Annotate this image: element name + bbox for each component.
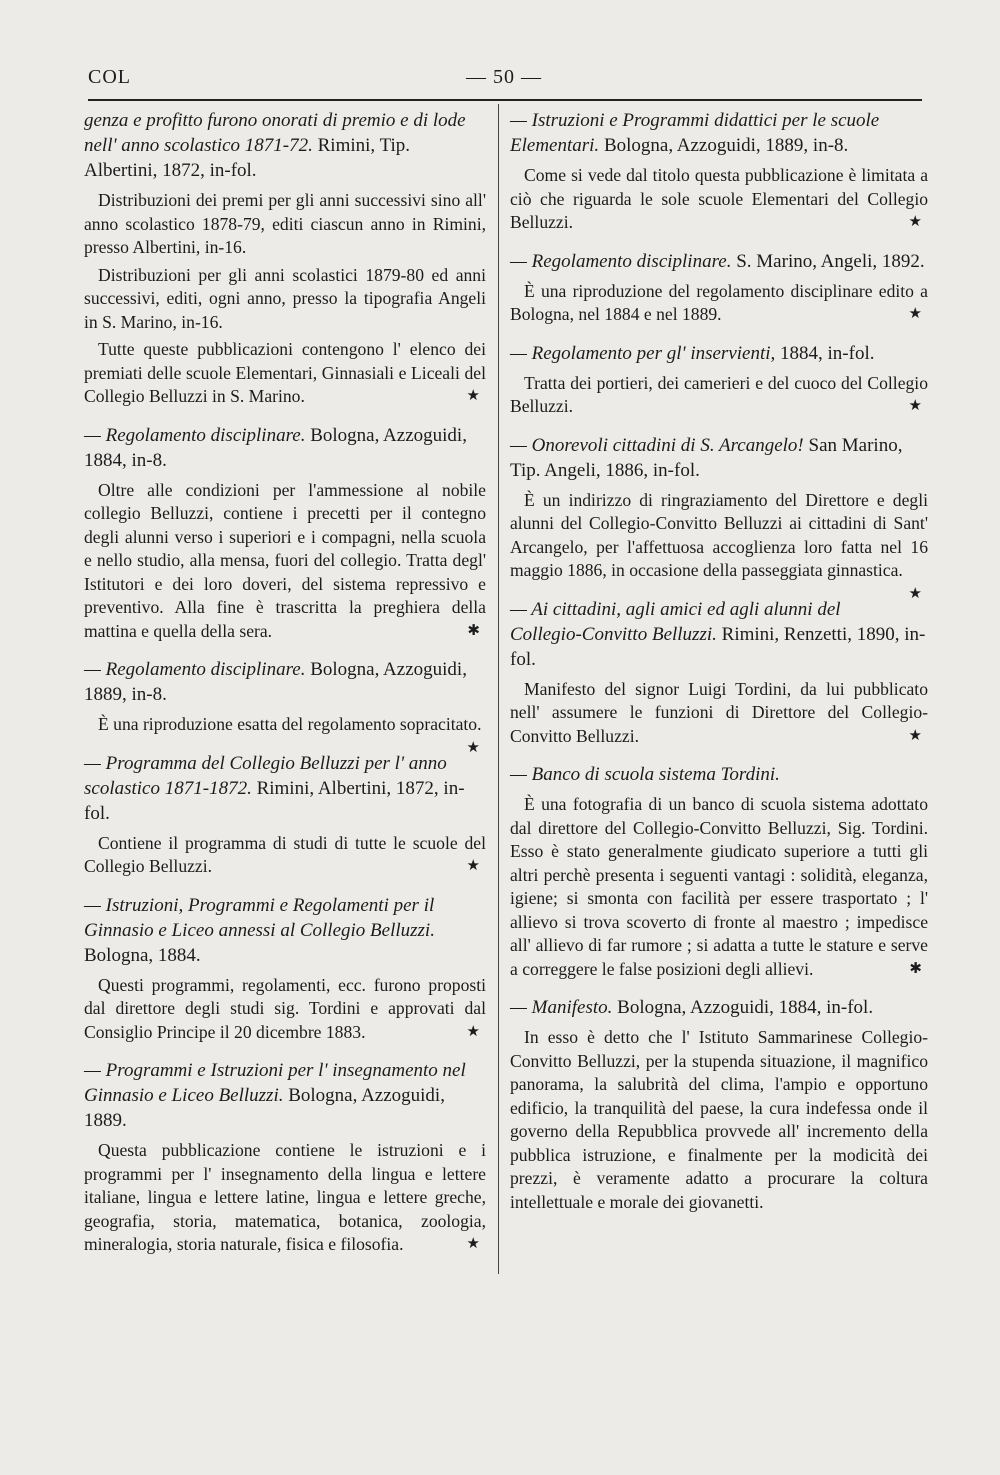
bibliography-entry <box>84 751 486 879</box>
entry-end-star-icon: ★ <box>908 306 922 322</box>
bibliography-entry <box>84 893 486 1045</box>
header-keyword: COL <box>88 66 131 88</box>
entry-title-publication: Rimini, Renzetti, 1890, in-fol. <box>510 623 926 670</box>
entry-description: Questi programmi, regolamenti, ecc. furono proposti dal direttore degli studi sig. Tordini e approvati dal Consiglio Principe il 20 dicembre 1883. ★ <box>84 974 486 1045</box>
left-column <box>84 108 486 1271</box>
entry-description: Manifesto del signor Luigi Tordini, da lui pubblicato nell' assumere le funzioni di Direttore del Collegio-Convitto Belluzzi. ★ <box>510 678 928 749</box>
entry-title-publication: Bologna, Azzoguidi, 1889, in-8. <box>599 135 849 156</box>
entry-title-publication: Rimini, Tip. Albertini, 1872, in-fol. <box>84 135 411 181</box>
entry-title <box>84 657 486 707</box>
header-rule <box>88 99 922 101</box>
entry-end-star-icon: ★ <box>466 739 480 756</box>
running-header <box>88 66 920 96</box>
entry-description: È un indirizzo di ringraziamento del Direttore e degli alunni del Collegio-Convitto Belluzzi ai cittadini di Sant' Arcangelo, per l'affettuosa accoglienza loro fatta nel 16 maggio 1886, in occasione della passeggiata ginnastica. ★ <box>510 489 928 583</box>
entry-end-star-icon: ★ <box>466 1023 480 1040</box>
entry-description: Tratta dei portieri, dei camerieri e del cuoco del Collegio Belluzzi. ★ <box>510 372 928 419</box>
entry-description: È una fotografia di un banco di scuola sistema adottato dal direttore del Collegio-Convitto Belluzzi, Sig. Tordini. Esso è stato generalmente giudicato superiore a tutti gli altri perchè presenta i seguenti vantagi : solidità, eleganza, igiene; si smonta con facilità per essere trasportato ; l' allievo si trova scoverto di fronte al maestro ; impedisce all' allievo di far rumore ; si adatta a tutte le stature e serve a correggere le false posizioni degli allievi. ✱ <box>510 793 928 981</box>
bibliography-entry <box>510 108 928 235</box>
entry-title <box>84 751 486 826</box>
entry-description: Distribuzioni per gli anni scolastici 1879-80 ed anni successivi, editi, ogni anno, presso la tipografia Angeli in S. Marino, in-16. <box>84 264 486 332</box>
entry-title-publication: S. Marino, Angeli, 1892. <box>731 250 925 272</box>
entry-title-italic: — Regolamento disciplinare. <box>84 659 306 680</box>
entry-title-publication: Bologna, Azzoguidi, 1889. <box>84 1085 445 1131</box>
entry-title-publication: 1884, in-fol. <box>775 342 875 364</box>
bibliography-entry <box>84 1058 486 1257</box>
entry-description: In esso è detto che l' Istituto Sammarinese Collegio-Convitto Belluzzi, per la stupenda situazione, il magnifico panorama, la salubrità del clima, l'ampio e opportuno edificio, la tranquilità del paese, la cura indefessa onde il governo della Repubblica provvede all' incremento della pubblica istruzione, e finalmente per la modicità dei prezzi, è veramente adatto a procurare la coltura intellettuale e morale dei giovanetti. <box>510 1027 928 1212</box>
bibliography-entry <box>84 423 486 644</box>
entry-description: È una riproduzione del regolamento disciplinare edito a Bologna, nel 1884 e nel 1889. ★ <box>510 280 928 327</box>
entry-title-publication: Rimini, Albertini, 1872, in-fol. <box>84 777 465 824</box>
entry-title <box>510 341 928 366</box>
entry-title <box>84 1058 486 1133</box>
entry-description: Tutte queste pubblicazioni contengono l' elenco dei premiati delle scuole Elementari, Ginnasiali e Liceali del Collegio Belluzzi in S. Marino. ★ <box>84 338 486 409</box>
entry-title-italic: — Istruzioni e Programmi didattici per le scuole Elementari. <box>510 110 880 156</box>
entry-title <box>84 108 486 183</box>
entry-title-italic: genza e profitto furono onorati di premio e di lode nell' anno scolastico 1871-72. <box>84 110 466 156</box>
entry-description: Come si vede dal titolo questa pubblicazione è limitata a ciò che riguarda le sole scuole Elementari del Collegio Belluzzi. ★ <box>510 164 928 235</box>
entry-title <box>510 762 928 787</box>
bibliography-entry <box>510 249 928 327</box>
entry-title-italic: — Istruzioni, Programmi e Regolamenti per il Ginnasio e Liceo annessi al Collegio Belluzzi. <box>84 894 435 941</box>
entry-description: È una riproduzione esatta del regolamento sopracitato. ★ <box>84 713 486 737</box>
entry-title <box>510 249 928 274</box>
entry-title-italic: — Regolamento disciplinare. <box>510 250 732 272</box>
bibliography-entry <box>510 597 928 749</box>
entry-title <box>510 433 928 483</box>
entry-title-publication: San Marino, Tip. Angeli, 1886, in-fol. <box>510 434 903 481</box>
entry-title-publication: Bologna, Azzoguidi, 1884, in-fol. <box>612 997 874 1018</box>
entry-title <box>510 108 928 158</box>
entry-title <box>84 893 486 968</box>
entry-title-italic: — Manifesto. <box>510 997 613 1018</box>
entry-title <box>510 995 928 1020</box>
entry-end-star-icon: ★ <box>908 585 922 602</box>
entry-end-star-icon: ★ <box>908 727 922 744</box>
entry-end-star-icon: ★ <box>466 388 480 404</box>
entry-title-publication: Bologna, Azzoguidi, 1889, in-8. <box>84 659 467 705</box>
entry-description: Contiene il programma di studi di tutte le scuole del Collegio Belluzzi. ★ <box>84 832 486 879</box>
entry-description: Questa pubblicazione contiene le istruzioni e i programmi per l' insegnamento della lingua e lettere italiane, lingua e lettere latine, lingua e lettere greche, geografia, storia, matematica, botanica, zoologia, mineralogia, storia naturale, fisica e filosofia. ★ <box>84 1139 486 1257</box>
right-column <box>510 108 928 1228</box>
entry-title-italic: — Regolamento disciplinare. <box>84 424 306 446</box>
entry-title-publication: Bologna, Azzoguidi, 1884, in-8. <box>84 424 467 471</box>
page-number: — 50 — <box>466 66 542 88</box>
entry-title-italic: — Ai cittadini, agli amici ed agli alunni del Collegio-Convitto Belluzzi. <box>510 598 841 645</box>
bibliography-entry <box>84 108 486 409</box>
entry-end-star-icon: ★ <box>908 398 922 414</box>
entry-end-star-icon: ✱ <box>909 960 922 977</box>
entry-end-star-icon: ★ <box>908 214 922 230</box>
entry-title-italic: — Programmi e Istruzioni per l' insegnamento nel Ginnasio e Liceo Belluzzi. <box>84 1060 466 1106</box>
entry-description: Distribuzioni dei premi per gli anni successivi sino all' anno scolastico 1878-79, editi ciascun anno in Rimini, presso Albertini, in-16. <box>84 190 486 257</box>
entry-title-italic: — Programma del Collegio Belluzzi per l' anno scolastico 1871-1872. <box>84 752 447 799</box>
entry-title-italic: — Onorevoli cittadini di S. Arcangelo! <box>510 434 804 456</box>
entry-title-publication: Bologna, 1884. <box>84 944 201 966</box>
bibliography-entry <box>510 341 928 419</box>
entry-end-star-icon: ★ <box>466 858 480 874</box>
entry-title-italic: — Regolamento per gl' inservienti, <box>510 342 776 364</box>
entry-title <box>84 423 486 473</box>
bibliography-entry <box>510 995 928 1214</box>
entry-end-star-icon: ✱ <box>467 622 480 639</box>
entry-title-italic: — Banco di scuola sistema Tordini. <box>510 764 780 785</box>
column-divider <box>498 104 499 1274</box>
entry-end-star-icon: ★ <box>466 1236 480 1252</box>
bibliography-entry <box>510 433 928 602</box>
entry-title <box>510 597 928 672</box>
bibliography-entry <box>84 657 486 756</box>
entry-description: Oltre alle condizioni per l'ammessione al nobile collegio Belluzzi, contiene i precetti per il contegno degli alunni verso i superiori e i compagni, nella scuola e nello studio, alla mensa, fuori del collegio. Tratta degl' Istitutori e dei loro doveri, del sistema repressivo e preventivo. Alla fine è trascritta la preghiera della mattina e quella della sera. ✱ <box>84 479 486 644</box>
bibliography-entry <box>510 762 928 981</box>
